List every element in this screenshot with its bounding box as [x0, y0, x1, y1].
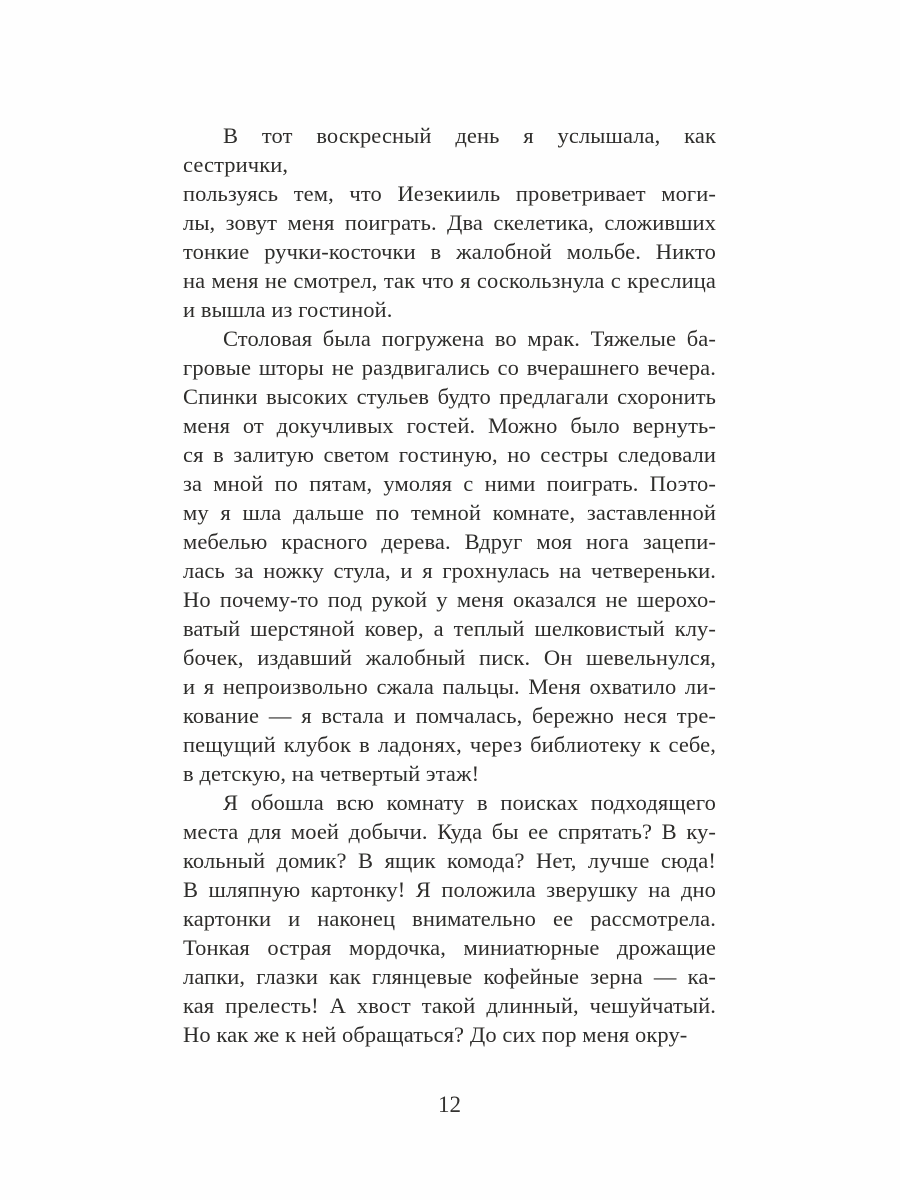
text-line: ватый шерстяной ковер, а теплый шелковистый клу- [183, 616, 716, 641]
page-text [183, 121, 716, 1049]
text-line: Спинки высоких стульев будто предлагали схоронить [183, 384, 716, 409]
text-line: му я шла дальше по темной комнате, заставленной [183, 500, 716, 525]
text-line: лась за ножку стула, и я грохнулась на четвереньки. [183, 558, 716, 583]
text-line: Я обошла всю комнату в поисках подходящего [223, 790, 716, 815]
text-line: Тонкая острая мордочка, миниатюрные дрожащие [183, 935, 716, 960]
text-line: бочек, издавший жалобный писк. Он шевельнулся, [183, 645, 716, 670]
text-line: кование — я встала и помчалась, бережно неся тре- [183, 703, 716, 728]
text-line: Но почему-то под рукой у меня оказался не шерохо- [183, 587, 716, 612]
text-line: гровые шторы не раздвигались со вчерашнего вечера. [183, 355, 716, 380]
text-line: Но как же к ней обращаться? До сих пор меня окру- [183, 1022, 688, 1047]
text-line: места для моей добычи. Куда бы ее спрятать? В ку- [183, 819, 716, 844]
text-line: лы, зовут меня поиграть. Два скелетика, сложивших [183, 210, 716, 235]
paragraph [183, 121, 716, 324]
text-line: меня от докучливых гостей. Можно было вернуть- [183, 413, 716, 438]
text-line: и я непроизвольно сжала пальцы. Меня охватило ли- [183, 674, 716, 699]
text-line: кольный домик? В ящик комода? Нет, лучше сюда! [183, 848, 716, 873]
paragraph [183, 788, 716, 1049]
text-line: кая прелесть! А хвост такой длинный, чешуйчатый. [183, 993, 716, 1018]
text-line: и вышла из гостиной. [183, 297, 393, 322]
text-line: мебелью красного дерева. Вдруг моя нога зацепи- [183, 529, 716, 554]
text-line: В тот воскресный день я услышала, как сестрички, [183, 123, 716, 177]
text-line: тонкие ручки-косточки в жалобной мольбе. Никто [183, 239, 716, 264]
text-line: Столовая была погружена во мрак. Тяжелые ба- [223, 326, 716, 351]
page-footer [183, 1090, 716, 1119]
text-line: ся в залитую светом гостиную, но сестры следовали [183, 442, 716, 467]
text-line: В шляпную картонку! Я положила зверушку на дно [183, 877, 716, 902]
text-line: пользуясь тем, что Иезекииль проветривает моги- [183, 181, 716, 206]
text-line: на меня не смотрел, так что я соскользнула с креслица [183, 268, 716, 293]
text-line: пещущий клубок в ладонях, через библиотеку к себе, [183, 732, 716, 757]
page-number: 12 [438, 1092, 461, 1117]
text-line: в детскую, на четвертый этаж! [183, 761, 480, 786]
text-line: картонки и наконец внимательно ее рассмотрела. [183, 906, 716, 931]
paragraph [183, 324, 716, 788]
text-line: за мной по пятам, умоляя с ними поиграть. Поэто- [183, 471, 716, 496]
text-line: лапки, глазки как глянцевые кофейные зерна — ка- [183, 964, 716, 989]
